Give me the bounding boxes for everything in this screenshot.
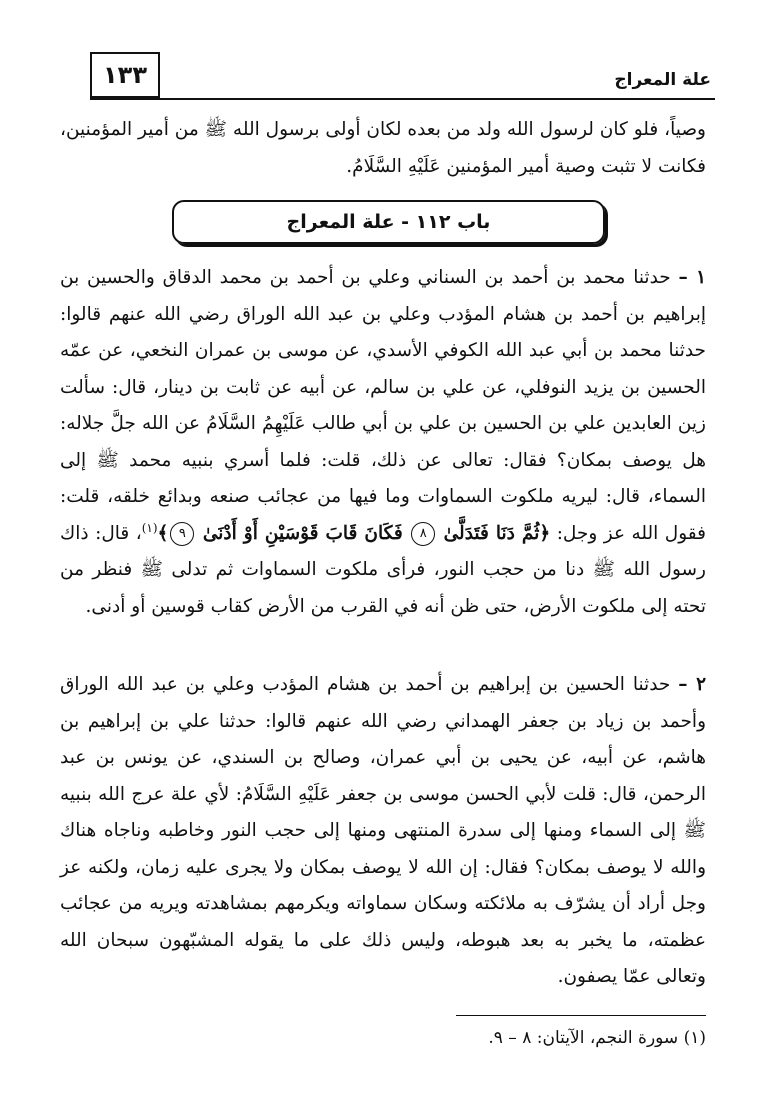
footnote-marker[interactable]: (١) <box>141 520 158 535</box>
hadith-2 <box>60 667 706 996</box>
hadith-1-number: ١ – <box>678 267 706 288</box>
footnote: (١) سورة النجم، الآيتان: ٨ – ٩. <box>488 1028 706 1048</box>
hadith-1-text-a: حدثنا محمد بن أحمد بن السناني وعلي بن أحمد بن محمد الدقاق والحسين بن إبراهيم بن أحمد بن هشام المؤدب وعلي بن عبد الله الوراق رضي الله عنهم قالوا: حدثنا محمد بن أبي عبد الله الكوفي الأسدي، عن موسى بن عمران النخعي، عن عمّه الحسين بن يزيد النوفلي، عن علي بن سالم، عن أبيه عن ثابت بن دينار، قال: سألت زين العابدين علي بن الحسين بن علي بن أبي طالب عَلَيْهِمُ السَّلَامُ عن الله جلَّ جلاله: هل يوصف بمكان؟ فقال: تعالى عن ذلك، قلت: فلما أسري بنبيه محمد ﷺ إلى السماء، قال: ليريه ملكوت السماوات وما فيها من عجائب صنعه وبدائع خلقه، قلت: فقول الله عز وجل: <box>60 267 706 544</box>
hadith-2-number: ٢ – <box>678 674 706 695</box>
hadith-2-text: حدثنا الحسين بن إبراهيم بن أحمد بن هشام المؤدب وعلي بن عبد الله الوراق وأحمد بن زياد بن جعفر الهمداني رضي الله عنهم قالوا: حدثنا علي بن إبراهيم بن هاشم، عن أبيه، عن يحيى بن أبي عمران، وصالح بن السندي، عن يونس بن عبد الرحمن، قال: قلت لأبي الحسن موسى بن جعفر عَلَيْهِ السَّلَامُ: لأي علة عرج الله بنبيه ﷺ إلى السماء ومنها إلى سدرة المنتهى ومنها إلى حجب النور وخاطبه وناجاه هناك والله لا يوصف بمكان؟ فقال: إن الله لا يوصف بمكان ولا يجرى عليه زمان، ولكنه عز وجل أراد أن يشرّف به ملائكته وسكان سماواته ويكرمهم بمشاهدته ويريه من عجائب عظمته، ما يخبر به بعد هبوطه، وليس ذلك على ما يقوله المشبّهون سبحان الله وتعالى عمّا يصفون. <box>60 674 706 987</box>
hadith-1-text-b: ، قال: ذاك رسول الله ﷺ دنا من حجب النور، فرأى ملكوت السماوات ثم تدلى ﷺ فنظر من تحته إلى ملكوت الأرض، حتى ظن أنه في القرب من الأرض كقاب قوسين أو أدنى. <box>60 522 706 617</box>
chapter-title <box>172 200 605 244</box>
chapter-title-text: باب ١١٢ - علة المعراج <box>286 211 491 233</box>
page-header <box>90 52 715 100</box>
header-rule <box>90 98 715 100</box>
running-title: علة المعراج <box>614 70 711 90</box>
page-number: ١٣٣ <box>90 52 160 98</box>
quran-verse-8: ﴿ثُمَّ دَنَا فَتَدَلَّىٰ <box>443 522 551 544</box>
ayah-number-8: ٨ <box>411 522 435 546</box>
ayah-number-9: ٩ <box>170 522 194 546</box>
hadith-1 <box>60 260 706 625</box>
quran-close-bracket: ﴾ <box>157 522 169 544</box>
footnote-rule <box>456 1015 706 1016</box>
intro-paragraph: وصياً، فلو كان لرسول الله ولد من بعده لكان أولى برسول الله ﷺ من أمير المؤمنين، فكانت لا تثبت وصية أمير المؤمنين عَلَيْهِ السَّلَامُ. <box>60 119 706 177</box>
quran-verse-9: فَكَانَ قَابَ قَوْسَيْنِ أَوْ أَدْنَىٰ <box>202 522 403 544</box>
